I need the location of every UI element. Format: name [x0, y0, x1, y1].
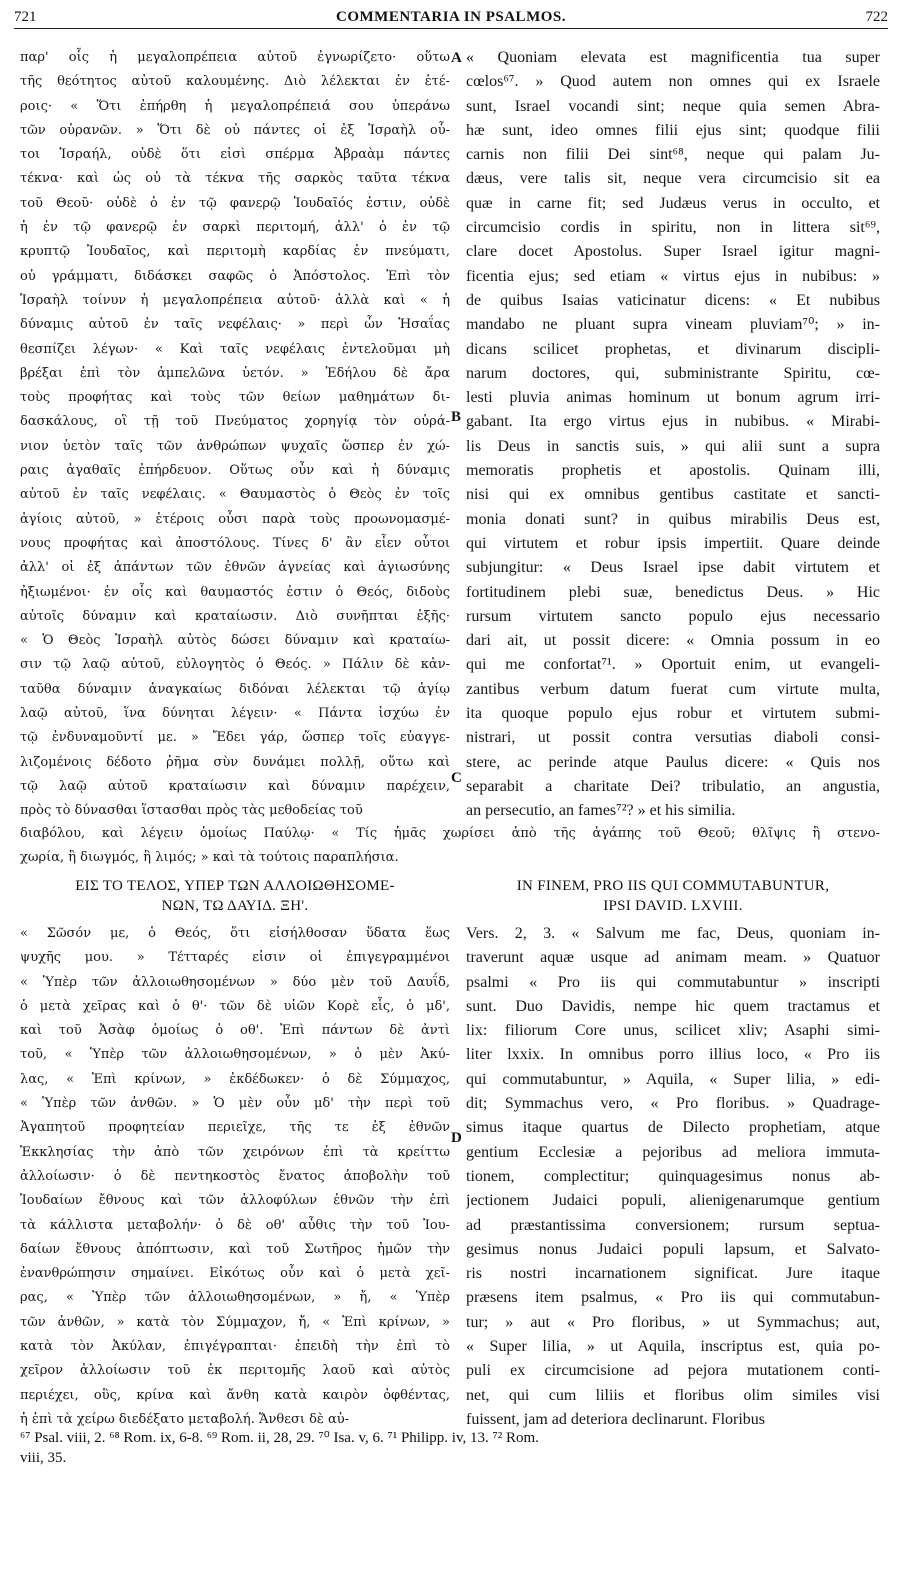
greek-heading-line: ΝΩΝ, ΤΩ ΔΑΥΙΔ. ΞΗ'. — [161, 898, 309, 914]
footnotes — [20, 1428, 884, 1468]
text-line: simus itaque quartus de Dilecto prophetiam, atque — [466, 1119, 880, 1137]
text-line: clare docet Apostolus. Super Israel igitur magni- — [466, 243, 880, 261]
text-line: « Ὁ Θεὸς Ἰσραὴλ αὐτὸς δώσει δύναμιν καὶ κραταίω- — [20, 633, 450, 649]
text-line: subjungitur: « Deus Israel ipse dabit virtutem et — [466, 559, 880, 577]
text-line: τοῦ, « Ὑπὲρ τῶν ἀλλοιωθησομένων, » ὁ μὲν Ἀκύ- — [20, 1047, 450, 1063]
footnote-line: ⁶⁷ Psal. viii, 2. ⁶⁸ Rom. ix, 6-8. ⁶⁹ Rom. ii, 28, 29. ⁷⁰ Isa. v, 6. ⁷¹ Philipp. iv, 13. ⁷² Rom. — [20, 1430, 539, 1446]
text-line: qui me confortat⁷¹. » Oportuit enim, ut evangeli- — [466, 656, 880, 674]
text-line: Ἰσραὴλ τοίνυν ἡ μεγαλοπρέπεια αὐτοῦ· ἀλλὰ καὶ « ἡ — [20, 292, 450, 308]
text-line: gesimus nonus Judaici populi lapsum, et Salvato- — [466, 1240, 880, 1258]
text-line: τῶν οὐρανῶν. » Ὅτι δὲ οὐ πάντες οἱ ἐξ Ἰσραὴλ οὗ- — [20, 122, 450, 138]
margin-marker-d: D — [451, 1130, 462, 1146]
text-line: ἠξιωμένοι· ἐν οἷς καὶ θαυμαστός ἐστιν ὁ Θεός, διδοὺς — [20, 584, 450, 600]
latin-column-bottom — [466, 922, 880, 1434]
text-line: « Ὑπὲρ τῶν ἀνθῶν. » Ὁ μὲν οὖν μδ' τὴν περὶ τοῦ — [20, 1096, 450, 1112]
left-page-number: 721 — [14, 8, 37, 25]
text-line: traverunt aquæ usque ad animam meam. » Quatuor — [466, 949, 880, 967]
greek-section-heading — [20, 876, 450, 916]
text-line: αὐτοῦ ἐν ταῖς νεφέλαις. « Θαυμαστὸς ὁ Θεὸς ἐν τοῖς — [20, 487, 450, 503]
text-line: παρ' οἷς ἡ μεγαλοπρέπεια αὐτοῦ ἐγνωρίζετο· οὕτω — [20, 50, 450, 65]
text-line: τέκνα· καὶ ὡς οὐ τὰ τέκνα τῆς σαρκὸς ταῦτα τέκνα — [20, 171, 450, 187]
text-line: λιζομένοις δέδοτο ῥῆμα σὺν δυνάμει πολλῇ, οὕτω καὶ — [20, 754, 450, 770]
text-line: αὐτοῖς δύναμιν καὶ κραταίωσιν. Διὸ συνῆπται ἑξῆς· — [20, 608, 450, 624]
text-line: dit; Symmachus vero, « Pro floribus. » Quadrage- — [466, 1095, 880, 1113]
text-line: χεῖρον ἀλλοίωσιν τοῦ ἐκ περιτομῆς λαοῦ καὶ αὐτὸς — [20, 1363, 450, 1379]
text-line: ὁ μετὰ χεῖρας καὶ ὁ θ'· τῶν δὲ υἱῶν Κορὲ εἷς, ὁ μδ', — [20, 998, 450, 1014]
text-line: κρυπτῷ Ἰουδαῖος, καὶ περιτομὴ καρδίας ἐν πνεύματι, — [20, 244, 450, 260]
text-line: δύναμις αὐτοῦ ἐν ταῖς νεφέλαις· » περὶ ὧν Ἡσαΐας — [20, 317, 450, 333]
text-line: κατὰ τὸν Ἀκύλαν, ἐπιγέγραπται· ἐπειδὴ τὴν ἐπὶ τὸ — [20, 1339, 450, 1355]
text-line: ita quoque populo ejus robur et virtutem submi- — [466, 705, 880, 723]
text-line: δαίων ἔθνους ἀπόπτωσιν, καὶ τοῦ Σωτῆρος ἡμῶν τὴν — [20, 1241, 450, 1257]
text-line: stere, ac perinde atque Paulus dicere: « Quis nos — [466, 753, 880, 771]
text-line: cœlos⁶⁷. » Quod autem non omnes qui ex Israele — [466, 73, 880, 91]
text-line: gentium Ecclesiæ a pejoribus ad meliora immuta- — [466, 1143, 880, 1161]
text-line: carnis non filii Dei sint⁶⁸, neque qui palam Ju- — [466, 146, 880, 164]
text-line: net, qui cum liliis et floribus olim similes visi — [466, 1386, 880, 1404]
footnote-line: viii, 35. — [20, 1450, 67, 1466]
text-line: tur; » aut « Pro floribus, » ut Symmachus; aut, — [466, 1313, 880, 1331]
text-line: ἁγίοις αὐτοῦ, » ἑτέροις οὖσι παρὰ τοὺς προωνομασμέ- — [20, 511, 450, 527]
text-line: lesti pluvia animas hominum ut bonum agrum irri- — [466, 389, 880, 407]
text-line: puli ex circumcisione ad pejora mutationem conti- — [466, 1362, 880, 1380]
text-line: λαῷ αὐτοῦ, ἵνα δύνηται λέγειν· « Πάντα ἰσχύω ἐν — [20, 706, 450, 722]
text-line: οὐ γράμματι, διδάσκει σαφῶς ὁ Ἀπόστολος. Ἐπὶ τὸν — [20, 268, 450, 284]
text-line: « Super lilia, » ut Aquila, inscriptus est, quia po- — [466, 1338, 880, 1356]
text-line: nistrari, ut possit contra versutias diaboli consi- — [466, 729, 880, 747]
text-line: lix: filiorum Core unus, scilicet xliv; Asaphi simi- — [466, 1022, 880, 1040]
text-line: « Quoniam elevata est magnificentia tua super — [466, 49, 880, 66]
text-line: ταῦθα δύναμιν ἀναγκαίως διδόναι λέλεκται τῷ ἁγίῳ — [20, 681, 450, 697]
text-line: tionem, complectitur; quinquagesimus nonus ab- — [466, 1167, 880, 1185]
text-line: καὶ τοῦ Ἀσὰφ ὁμοίως ὁ οθ'. Ἐπὶ πάντων δὲ ἀντὶ — [20, 1023, 450, 1039]
greek-column-top — [20, 46, 450, 826]
text-line: rursum virtutem sancto populo ejus necessario — [466, 607, 880, 625]
text-line: zantibus verbum datum fuerat cum virtute multa, — [466, 680, 880, 698]
text-line: lis Deus in sanctis suis, » qui alii sunt a supra — [466, 437, 880, 455]
text-line: ραις ἀγαθαῖς ἐπήρδευον. Οὕτως οὖν καὶ ἡ δύναμις — [20, 463, 450, 479]
text-line: monia donati sunt? in quibus mirabilis Deus est, — [466, 510, 880, 528]
text-line: qui virtutem et robur ipsis impertiit. Quare deinde — [466, 534, 880, 552]
text-line: dæus, vere talis sit, neque vera circumcisio sit ea — [466, 170, 880, 188]
text-line: περιέχει, οὓς, κρίνα καὶ ἄνθη κατὰ καιρὸν ὀφθέντας, — [20, 1387, 450, 1403]
text-line: dari ait, ut possit dicere: « Omnia possum in eo — [466, 632, 880, 650]
greek-heading-line: ΕΙΣ ΤΟ ΤΕΛΟΣ, ΥΠΕΡ ΤΩΝ ΑΛΛΟΙΩΘΗΣΟΜΕ- — [75, 878, 395, 894]
text-line: narum doctores, qui, subministrante Spiritu, cœ- — [466, 364, 880, 382]
text-line: « Σῶσόν με, ὁ Θεός, ὅτι εἰσήλθοσαν ὕδατα ἕως — [20, 926, 450, 941]
latin-column-top — [466, 46, 880, 826]
text-line: mandabo ne pluant supra vineam pluviam⁷⁰; » in- — [466, 316, 880, 334]
latin-heading-line: IPSI DAVID. LXVIII. — [603, 898, 743, 914]
text-line: δασκάλους, οἳ τῇ τοῦ Πνεύματος χορηγίᾳ τὸν οὐρά- — [20, 414, 450, 430]
text-line: dicans scilicet prophetas, et divinarum discipli- — [466, 340, 880, 358]
text-line: διαβόλου, καὶ λέγειν ὁμοίως Παύλῳ· « Τίς ἡμᾶς χωρίσει ἀπὸ τῆς ἀγάπης τοῦ Θεοῦ; θλῖψις ἢ στενο- — [20, 826, 880, 841]
text-line: sunt, Israel vocandi sint; neque quia semen Abra- — [466, 97, 880, 115]
text-line: jectionem Judaici populi, alienigenarumque gentium — [466, 1192, 880, 1210]
text-line: liter lxxix. In omnibus porro illius loco, « Pro iis — [466, 1046, 880, 1064]
text-line: ad præstantissima conversionem; rursum septua- — [466, 1216, 880, 1234]
text-line: ἡ ἐπὶ τὰ χείρω διεδέξατο μεταβολή. Ἄνθεσι δὲ αὐ- — [20, 1411, 350, 1427]
text-line: σιν τῷ λαῷ αὐτοῦ, εὐλογητὸς ὁ Θεός. » Πάλιν δὲ κἀν- — [20, 657, 450, 673]
text-line: τοι Ἰσραήλ, οὐδὲ ὅτι εἰσὶ σπέρμα Ἀβραὰμ πάντες — [20, 147, 450, 163]
text-line: fuissent, jam ad deteriora declinarunt. Floribus — [466, 1410, 766, 1428]
latin-heading-line: IN FINEM, PRO IIS QUI COMMUTABUNTUR, — [516, 878, 830, 894]
text-line: circumcisio cordis in spiritu, non in littera sit⁶⁹, — [466, 219, 880, 237]
text-line: separabit a charitate Dei? tribulatio, an angustia, — [466, 777, 880, 795]
text-line: gabant. Ita ergo virtus ejus in nubibus. « Mirabi- — [466, 413, 880, 431]
text-line: fortitudinem plebi suæ, benedictus Deus. » Hic — [466, 583, 880, 601]
margin-marker-c: C — [451, 770, 462, 786]
text-line: ἀλλοίωσιν· ὁ δὲ πεντηκοστὸς ἔνατος ἀποβολὴν τοῦ — [20, 1168, 450, 1184]
text-line: ἀλλ' οἱ ἐξ ἁπάντων τῶν ἐθνῶν ἁγνείας καὶ ἁγιωσύνης — [20, 560, 450, 576]
text-line: memoratis prophetis et apostolis. Quinam illi, — [466, 462, 880, 480]
text-line: psalmi « Pro iis qui commutabuntur » inscripti — [466, 973, 880, 991]
text-line: τοῦ Θεοῦ· οὐδὲ ὁ ἐν τῷ φανερῷ Ἰουδαῖός ἐστιν, οὐδὲ — [20, 195, 450, 211]
text-line: sunt. Duo Davidis, nempe hic quem tractamus et — [466, 997, 880, 1015]
text-line: Ἀγαπητοῦ προφητείαν περιεῖχε, τῆς τε ἐξ ἐθνῶν — [20, 1120, 450, 1136]
text-line: τῆς θεότητος αὐτοῦ καλουμένης. Διὸ λέλεκται ἐν ἑτέ- — [20, 74, 450, 90]
greek-column-bottom — [20, 922, 450, 1434]
text-line: ἡ ἐν τῷ φανερῷ ἐν σαρκὶ περιτομή, ἀλλ' ὁ ἐν τῷ — [20, 220, 450, 236]
right-page-number: 722 — [865, 8, 888, 25]
text-line: ris nostri incarnationem significat. Jure itaque — [466, 1265, 880, 1283]
text-line: « Ὑπὲρ τῶν ἀλλοιωθησομένων » δύο μὲν τοῦ Δαυΐδ, — [20, 974, 450, 990]
text-line: Ἰουδαίων ἔθνους καὶ τῶν ἀλλοφύλων ἐθνῶν τὴν ἐπὶ — [20, 1193, 450, 1209]
text-line: nisi qui ex omnibus gentibus castitate et sancti- — [466, 486, 880, 504]
text-line: νιον ὑετὸν ταῖς τῶν ἀνθρώπων ψυχαῖς ὥσπερ ἐν χώ- — [20, 438, 450, 454]
text-line: ροις· « Ὅτι ἐπήρθη ἡ μεγαλοπρέπειά σου ὑπεράνω — [20, 98, 450, 114]
text-line: ἐνανθρώπησιν σημαίνει. Εἰκότως οὖν καὶ ὁ μετὰ χεῖ- — [20, 1266, 450, 1282]
text-line: hæ sunt, ideo omnes filii ejus sint; quodque filii — [466, 121, 880, 139]
text-line: βρέξαι ἐπὶ τὸν ἀμπελῶνα ὑετόν. » Ἐδήλου δὲ ἄρα — [20, 365, 450, 381]
text-line: qui commutabuntur, » Aquila, « Super lilia, » edi- — [466, 1070, 880, 1088]
margin-marker-a: A — [451, 50, 462, 66]
running-title: COMMENTARIA IN PSALMOS. — [336, 8, 566, 25]
greek-full-width — [20, 822, 880, 872]
text-line: τὰ κάλλιστα μεταβολήν· ὁ δὲ οθ' αὖθις τὴν τοῦ Ἰου- — [20, 1217, 450, 1233]
text-line: νους προφήτας καὶ ἀποστόλους. Τίνες δ' ἂν εἶεν οὗτοι — [20, 535, 450, 551]
text-line: ψυχῆς μου. » Τέτταρές εἰσιν οἱ ἐπιγεγραμμένοι — [20, 950, 450, 966]
text-line: τῷ λαῷ αὐτοῦ κραταίωσιν καὶ δύναμιν παρέχειν, — [20, 778, 450, 794]
text-line: præsens item psalmus, « Pro iis qui commutabun- — [466, 1289, 880, 1307]
text-line: τῷ ἐνδυναμοῦντί με. » Ἔδει γάρ, ὥσπερ τοῖς εὐαγγε- — [20, 730, 450, 746]
text-line: quæ in carne fit; sed Judæus verus in occulto, et — [466, 194, 880, 212]
margin-marker-b: B — [451, 409, 462, 425]
text-line: πρὸς τὸ δύνασθαι ἵστασθαι πρὸς τὰς μεθοδείας τοῦ — [20, 803, 363, 819]
text-line: λας, « Ἐπὶ κρίνων, » ἐκδέδωκεν· ὁ δὲ Σύμμαχος, — [20, 1071, 450, 1087]
latin-section-heading — [466, 876, 880, 916]
running-head — [14, 6, 888, 29]
text-line: Vers. 2, 3. « Salvum me fac, Deus, quoniam in- — [466, 925, 880, 942]
text-line: θεσπίζει λέγων· « Καὶ ταῖς νεφέλαις ἐντελοῦμαι μὴ — [20, 341, 450, 357]
text-line: Ἐκκλησίας τὴν ἀπὸ τῶν χειρόνων ἐπὶ τὰ κρείττω — [20, 1144, 450, 1160]
text-line: ficentia ejus; sed etiam « virtus ejus in nubibus: » — [466, 267, 880, 285]
text-line: de quibus Isaias vaticinatur dicens: « Et nubibus — [466, 291, 880, 309]
text-line: an persecutio, an fames⁷²? » et his similia. — [466, 802, 736, 820]
text-line: τοὺς προφήτας καὶ τοὺς τῶν θείων μαθημάτων δι- — [20, 390, 450, 406]
text-line: ρας, « Ὑπὲρ τῶν ἀλλοιωθησομένων, » ἤ, « Ὑπὲρ — [20, 1290, 450, 1306]
text-line: χωρία, ἢ διωγμός, ἢ λιμός; » καὶ τὰ τούτοις παραπλήσια. — [20, 850, 399, 866]
text-line: τῶν ἀνθῶν, » κατὰ τὸν Σύμμαχον, ἤ, « Ἐπὶ κρίνων, » — [20, 1314, 450, 1330]
